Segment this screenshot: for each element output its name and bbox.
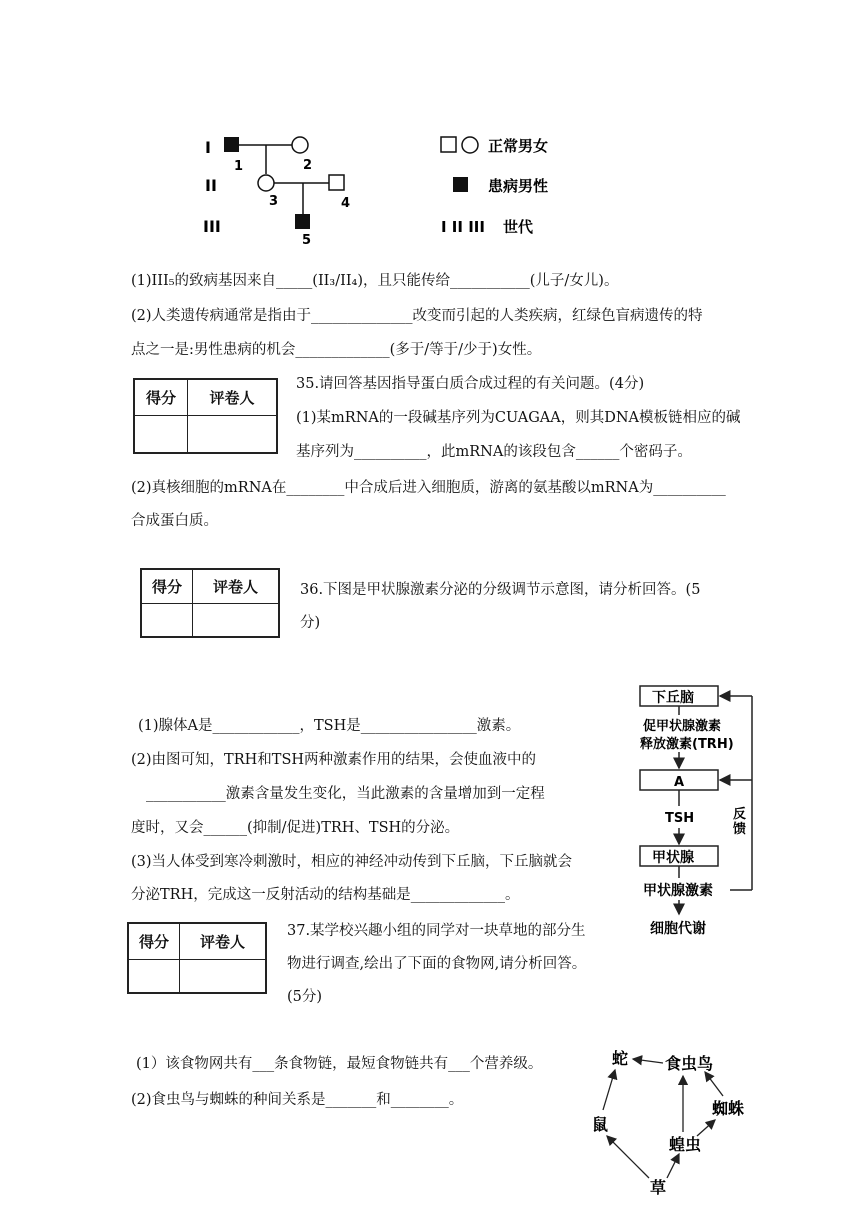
score-box-q36 [140,568,280,638]
pedigree-ii4-male [329,175,344,190]
gland-a-label: A [674,775,685,790]
q37-title-3: (5分) [287,989,323,1005]
gen-label-i: I [205,138,211,157]
pedigree-iii5-affected-male [295,214,310,229]
pedigree-num-2: 2 [303,158,313,173]
q37-title-1: 37.某学校兴趣小组的同学对一块草地的部分生 [287,923,586,939]
thyroid-hormone-label: 甲状腺激素 [643,883,713,899]
q34-line-2: (2)人类遗传病通常是指由于______________改变而引起的人类疾病，红绿色盲病遗传的特 [131,308,703,324]
trh-label-1: 促甲状腺激素 [643,719,722,734]
grader-cell[interactable] [193,603,280,637]
q37-line-1: (1）该食物网共有___条食物链，最短食物链共有___个营养级。 [136,1056,543,1072]
food-web-bird: 食虫鸟 [665,1054,714,1073]
score-label: 得分 [134,379,188,415]
pedigree-num-4: 4 [341,196,351,211]
pedigree-num-3: 3 [269,194,279,209]
pedigree-ii3-female [258,175,274,191]
pedigree-i2-female [292,137,308,153]
legend-normal-male-icon [441,137,456,152]
q37-line-2: (2)食虫鸟与蜘蛛的种间关系是_______和________。 [131,1092,464,1108]
q36-line-4: 度时，又会______(抑制/促进)TRH、TSH的分泌。 [131,820,460,836]
q34-line-3: 点之一是:男性患病的机会_____________(多于/等于/少于)女性。 [131,342,542,358]
metabolism-label: 细胞代谢 [650,921,706,937]
grader-cell[interactable] [180,959,267,993]
score-cell[interactable] [141,603,193,637]
thyroid-regulation-diagram [630,680,765,945]
score-label: 得分 [128,923,180,959]
q36-title-2: 分) [300,615,321,631]
score-cell[interactable] [128,959,180,993]
q35-line-2: 基序列为__________，此mRNA的该段包含______个密码子。 [296,444,692,460]
q35-line-3: (2)真核细胞的mRNA在________中合成后进入细胞质，游离的氨基酸以mRNA为__________ [131,480,726,496]
q34-line-1: (1)III₅的致病基因来自_____(II₃/II₄)，且只能传给___________(儿子/女儿)。 [131,273,619,289]
food-web-snake: 蛇 [612,1049,629,1068]
food-web-spider: 蜘蛛 [712,1099,745,1118]
legend-generations: I II III [441,218,485,236]
tsh-label: TSH [665,811,695,826]
q36-line-5: (3)当人体受到寒冷刺激时，相应的神经冲动传到下丘脑，下丘脑就会 [131,854,573,870]
grader-label: 评卷人 [193,569,280,603]
q36-title-1: 36.下图是甲状腺激素分泌的分级调节示意图，请分析回答。(5 [300,582,701,598]
pedigree-i1-affected-male [224,137,239,152]
legend-affected-label: 患病男性 [488,177,549,195]
legend-affected-male-icon [453,177,468,192]
legend-generations-word: 世代 [503,218,534,236]
food-web-diagram [585,1040,755,1200]
food-web-mouse: 鼠 [592,1115,609,1134]
score-label: 得分 [141,569,193,603]
legend-normal-label: 正常男女 [488,137,549,155]
score-box-q35 [133,378,278,454]
pedigree-num-1: 1 [234,159,244,174]
grader-label: 评卷人 [180,923,267,959]
q35-line-4: 合成蛋白质。 [131,513,218,529]
grader-label: 评卷人 [188,379,278,415]
pedigree-chart [195,128,575,253]
score-cell[interactable] [134,415,188,453]
thyroid-label: 甲状腺 [652,850,694,866]
pedigree-num-5: 5 [302,233,312,248]
score-box-q37 [127,922,267,994]
gen-label-ii: II [205,176,217,195]
trh-label-2: 释放激素(TRH) [640,737,734,752]
legend-normal-female-icon [462,137,478,153]
food-web-grass: 草 [650,1178,667,1197]
gen-label-iii: III [203,217,221,236]
q36-line-2: (2)由图可知，TRH和TSH两种激素作用的结果，会使血液中的 [131,752,537,768]
q35-line-1: (1)某mRNA的一段碱基序列为CUAGAA，则其DNA模板链相应的碱 [296,410,741,426]
q36-line-6: 分泌TRH，完成这一反射活动的结构基础是_____________。 [131,887,520,903]
feedback-label-2: 馈 [733,822,747,837]
q36-line-3: ___________激素含量发生变化，当此激素的含量增加到一定程 [146,786,545,802]
food-web-locust: 蝗虫 [669,1135,702,1154]
grader-cell[interactable] [188,415,278,453]
feedback-label-1: 反 [733,807,747,822]
q36-line-1: (1)腺体A是____________，TSH是________________激素。 [138,718,521,734]
q35-title: 35.请回答基因指导蛋白质合成过程的有关问题。(4分) [296,376,645,392]
hypothalamus-label: 下丘脑 [652,690,694,706]
q37-title-2: 物进行调查,绘出了下面的食物网,请分析回答。 [287,956,587,972]
